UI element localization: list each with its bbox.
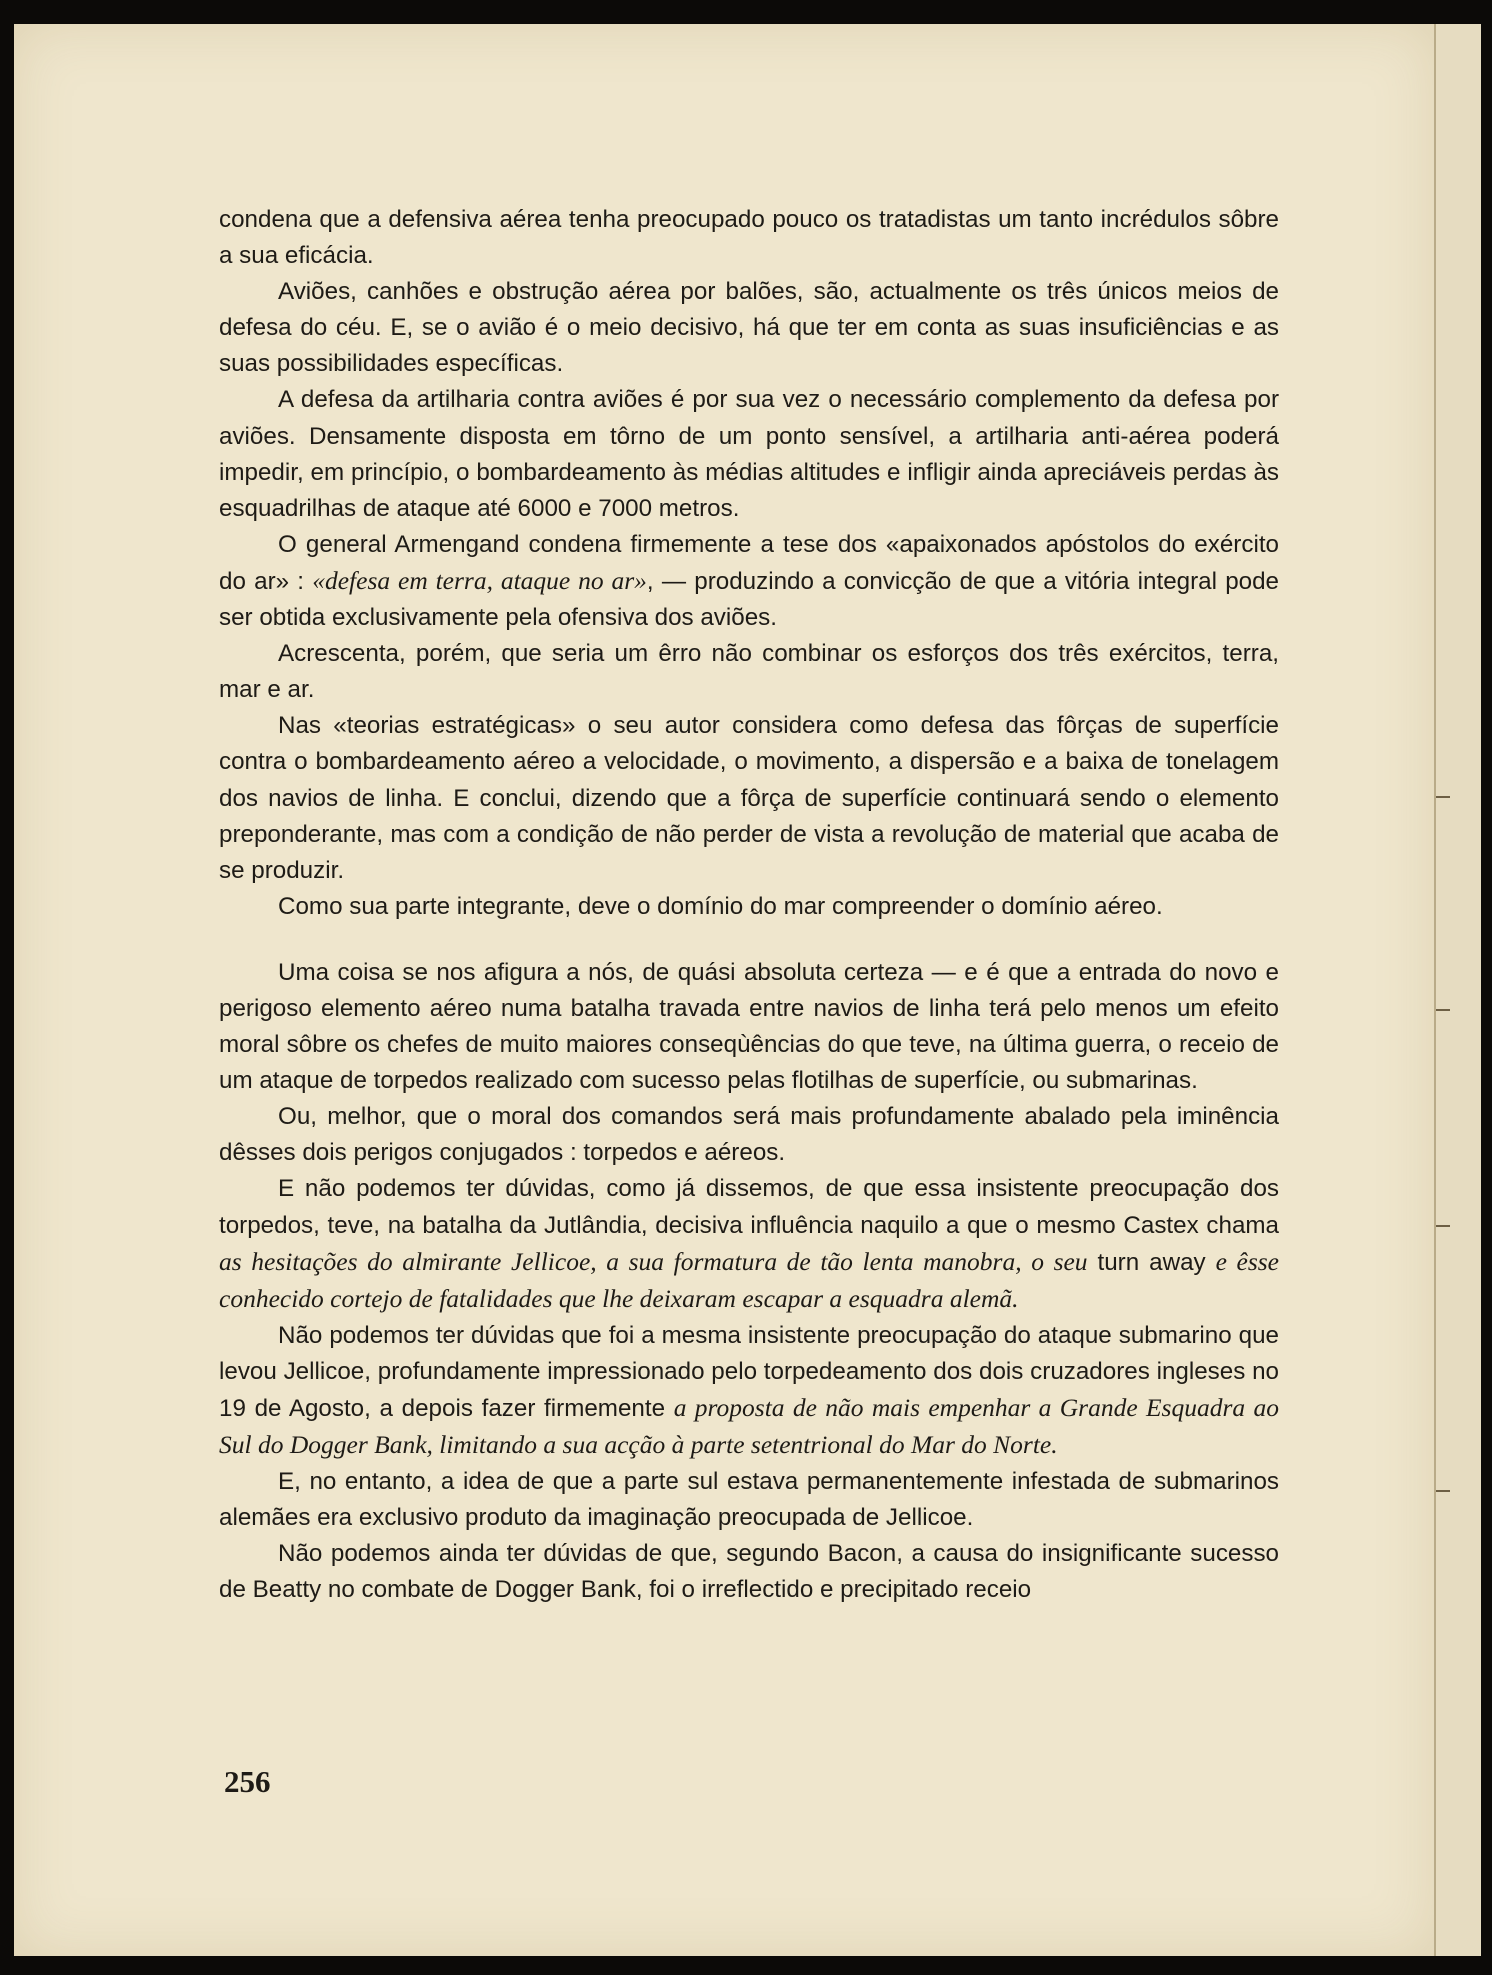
edge-mark xyxy=(1436,1009,1450,1011)
paragraph-13: Não podemos ainda ter dúvidas de que, segundo Bacon, a causa do insignificante sucesso de Beatty no combate de Dogger Bank, foi o irreflectido e precipitado receio xyxy=(219,1540,1279,1604)
italic-passage: as hesitações do almirante Jellicoe, a sua formatura de tão lenta manobra, o seu xyxy=(219,1246,1088,1276)
paragraph-4: O general Armengand condena firmemente a tese dos «apaixonados apóstolos do exército do ar» : «defesa em terra, ataque no ar», — produzindo a convicção de que a vitória integral pode ser obtida exclusivamente pela ofensiva dos aviões. xyxy=(219,530,1279,632)
paragraph-12: E, no entanto, a idea de que a parte sul estava permanentemente infestada de submarinos alemães era exclusivo produto da imaginação preocupada de Jellicoe. xyxy=(219,1468,1279,1532)
paragraph-6: Nas «teorias estratégicas» o seu autor considera como defesa das fôrças de superfície contra o bombardeamento aéreo a velocidade, o movimento, a dispersão e a baixa de tonelagem dos navios de linha. E conclui, dizendo que a fôrça de superfície continuará sendo o elemento preponderante, mas com a condição de não perder de vista a revolução de material que acaba de se produzir. xyxy=(219,712,1279,884)
edge-mark xyxy=(1436,796,1450,798)
edge-mark xyxy=(1436,1490,1450,1492)
paragraph-10: E não podemos ter dúvidas, como já dissemos, de que essa insistente preocupação dos torpedos, teve, na batalha da Jutlândia, decisiva influência naquilo a que o mesmo Castex chama as hesitações do almirante Jellicoe, a sua formatura de tão lenta manobra, o seu turn away e êsse conhecido cortejo de fatalidades que lhe deixaram escapar a esquadra alemã. xyxy=(219,1175,1279,1313)
paragraph-11: Não podemos ter dúvidas que foi a mesma insistente preocupação do ataque submarino que levou Jellicoe, profundamente impressionado pelo torpedeamento dos dois cruzadores ingleses no 19 de Agosto, a depois fazer firmemente a proposta de não mais empenhar a Grande Esquadra ao Sul do Dogger Bank, limitando a sua acção à parte setentrional do Mar do Norte. xyxy=(219,1321,1279,1460)
page-number: 256 xyxy=(224,1764,271,1799)
italic-quote: «defesa em terra, ataque no ar» xyxy=(312,565,647,595)
italic-passage: e êsse conhecido cortejo de fatalidades que lhe deixaram escapar a esquadra alemã. xyxy=(219,1246,1279,1313)
adjacent-page-edge xyxy=(1434,24,1481,1956)
paragraph-8: Uma coisa se nos afigura a nós, de quási absoluta certeza — e é que a entrada do novo e perigoso elemento aéreo numa batalha travada entre navios de linha terá pelo menos um efeito moral sôbre os chefes de muito maiores conseqùências do que teve, na última guerra, o receio de um ataque de torpedos realizado com sucesso pelas flotilhas de superfície, ou submarinas. xyxy=(219,958,1279,1095)
paragraph-9: Ou, melhor, que o moral dos comandos será mais profundamente abalado pela iminência dêsses dois perigos conjugados : torpedos e aéreos. xyxy=(219,1103,1279,1167)
paragraph-2: Aviões, canhões e obstrução aérea por balões, são, actualmente os três únicos meios de defesa do céu. E, se o avião é o meio decisivo, há que ter em conta as suas insuficiências e as suas possibilidades específicas. xyxy=(219,278,1279,378)
book-page xyxy=(14,24,1434,1956)
paragraph-5: Acrescenta, porém, que seria um êrro não combinar os esforços dos três exércitos, terra, mar e ar. xyxy=(219,640,1279,704)
paragraph-1: condena que a defensiva aérea tenha preocupado pouco os tratadistas um tanto incrédulos sôbre a sua eficácia. xyxy=(219,206,1279,270)
edge-mark xyxy=(1436,1225,1450,1227)
body-text xyxy=(219,202,1279,1609)
paragraph-3: A defesa da artilharia contra aviões é por sua vez o necessário complemento da defesa por aviões. Densamente disposta em tôrno de um ponto sensível, a artilharia anti-aérea poderá impedir, em princípio, o bombardeamento às médias altitudes e infligir ainda apreciáveis perdas às esquadrilhas de ataque até 6000 e 7000 metros. xyxy=(219,386,1279,522)
paragraph-7: Como sua parte integrante, deve o domínio do mar compreender o domínio aéreo. xyxy=(278,892,1163,920)
italic-passage: a proposta de não mais empenhar a Grande Esquadra ao Sul do Dogger Bank, limitando a sua acção à parte setentrional do Mar do Norte. xyxy=(219,1393,1279,1460)
